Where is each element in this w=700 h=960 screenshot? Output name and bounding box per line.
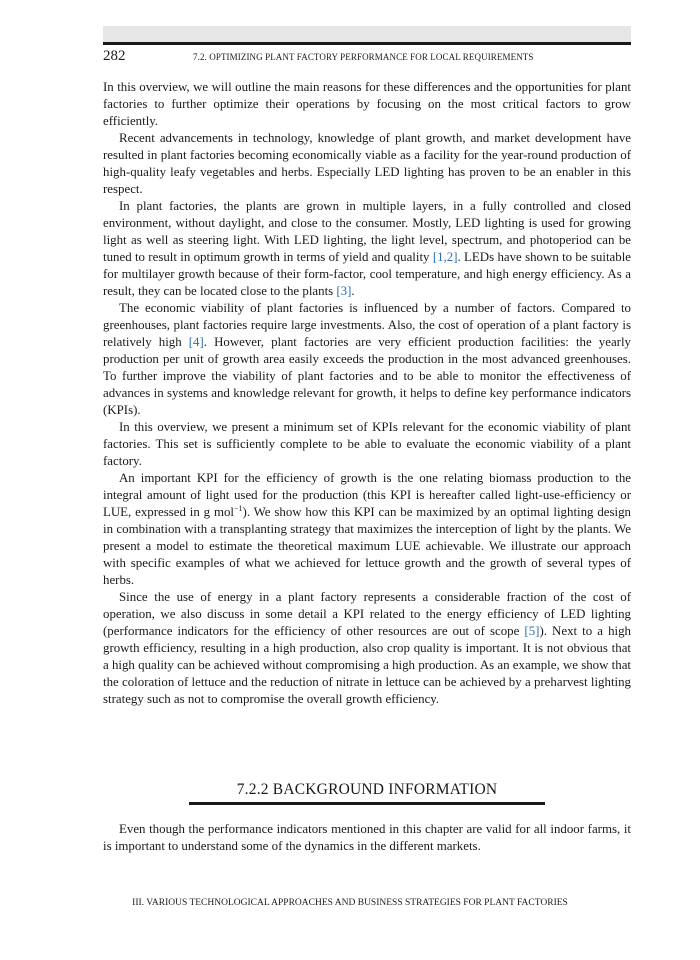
paragraph-3-text-b: . LEDs have shown to be suitable for multilayer growth because of their form-factor, cool temperature, and high energy efficiency. As a result, they can be located close to the plants — [103, 250, 631, 298]
page-number: 282 — [103, 48, 126, 64]
citation-link[interactable]: [5] — [524, 624, 540, 638]
paragraph-4-text-b: . However, plant factories are very efficient production facilities: the yearly production per unit of growth area easily exceeds the production in the most advanced greenhouses. To further improve the viability of plant factories and to be able to monitor the effectiveness of advances in systems and knowledge relevant for growth, it helps to define key performance indicators (KPIs). — [103, 335, 631, 417]
paragraph-6-text-b: ). We show how this KPI can be maximized by an optimal lighting design in combination with a transplanting strategy that maximizes the interception of light by the plants. We present a model to estimate the theoretical maximum LUE achievable. We illustrate our approach with specific examples of what we achieved for lettuce growth and the growth of several types of herbs. — [103, 505, 631, 587]
paragraph-3-text-c: . — [351, 284, 355, 298]
header-band — [103, 26, 631, 43]
paragraph-3-text-a: In plant factories, the plants are grown in multiple layers, in a fully controlled and closed environment, without daylight, and close to the consumer. Mostly, LED lighting is used for growing light as well as steering light. With LED lighting, the light level, spectrum, and photoperiod can be tuned to result in optimum growth in terms of yield and quality — [103, 199, 631, 264]
paragraph-1: In this overview, we will outline the main reasons for these differences and the opportunities for plant factories to further optimize their operations by focusing on the most critical factors to grow efficiently. — [103, 80, 631, 128]
paragraph-7-text-a: Since the use of energy in a plant factory represents a considerable fraction of the cost of operation, we also discuss in some detail a KPI related to the energy efficiency of LED lighting (performance indicators for the efficiency of other resources are out of scope — [103, 590, 631, 638]
paragraph-4 — [103, 300, 631, 419]
paragraph-3 — [103, 198, 631, 300]
section-body — [103, 821, 631, 855]
superscript: −1 — [234, 504, 243, 513]
paragraph-7-text-b: ). Next to a high growth efficiency, resulting in a high production, also crop quality is important. It is not obvious that a high quality can be achieved without compromising a high production. As an example, we show that the coloration of lettuce and the reduction of nitrate in lettuce can be achieved by a preharvest lighting strategy such as not to compromise the overall growth efficiency. — [103, 624, 631, 706]
section-heading: 7.2.2 BACKGROUND INFORMATION — [236, 781, 498, 798]
paragraph-5: In this overview, we present a minimum set of KPIs relevant for the economic viability of plant factories. This set is sufficiently complete to be able to evaluate the economic viability of a plant factory. — [103, 420, 631, 468]
citation-link[interactable]: [1,2] — [432, 250, 458, 264]
paragraph-7 — [103, 589, 631, 708]
heading-rule — [189, 802, 545, 805]
paragraph-4-text-a: The economic viability of plant factories is influenced by a number of factors. Compared to greenhouses, plant factories require large investments. Also, the cost of operation of a plant factory is relatively high — [103, 301, 631, 349]
paragraph-6 — [103, 470, 631, 589]
citation-link[interactable]: [4] — [188, 335, 204, 349]
citation-link[interactable]: [3] — [336, 284, 352, 298]
header-rule — [103, 42, 631, 45]
page-footer: III. VARIOUS TECHNOLOGICAL APPROACHES AND BUSINESS STRATEGIES FOR PLANT FACTORIES — [132, 898, 568, 908]
paragraph-2: Recent advancements in technology, knowledge of plant growth, and market development have resulted in plant factories becoming economically viable as a facility for the year-round production of high-quality leafy vegetables and herbs. Especially LED lighting has proven to be an enabler in this respect. — [103, 131, 631, 196]
paragraph-6-text-a: An important KPI for the efficiency of growth is the one relating biomass production to the integral amount of light used for the production (this KPI is hereafter called light-use-efficiency or LUE, expressed in g mol — [103, 471, 631, 519]
running-head: 7.2. OPTIMIZING PLANT FACTORY PERFORMANCE FOR LOCAL REQUIREMENTS — [193, 52, 534, 62]
section-paragraph: Even though the performance indicators mentioned in this chapter are valid for all indoor farms, it is important to understand some of the dynamics in the different markets. — [103, 822, 631, 853]
body-text — [103, 79, 631, 708]
